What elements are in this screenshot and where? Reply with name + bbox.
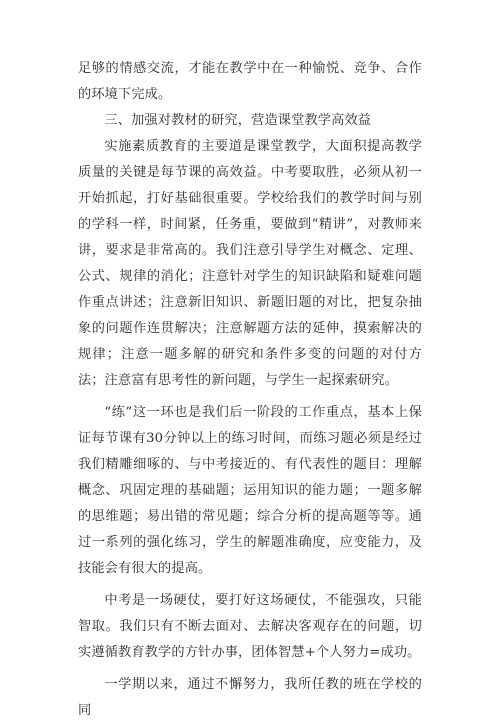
paragraph-teaching-efficiency: 实施素质教育的主要道是课堂教学，大面积提高教学质量的关键是每节课的高效益。中考要取胜，必须从初一开始抓起，打好基础很重要。学校给我们的教学时间与别的学科一样，时间紧，任务重，要做到“精讲”，对教师来讲，要求是非常高的。我们注意引导学生对概念、定理、公式、规律的消化；注意针对学生的知识缺陷和疑难问题作重点讲述；注意新旧知识、新题旧题的对比，把复杂抽象的问题作连贯解决；注意解题方法的延伸，摸索解决的规律；注意一题多解的研究和条件多变的问题的对付方法；注意富有思考性的新问题，与学生一起探索研究。: [78, 139, 422, 388]
paragraph-closing-line: 足够的情感交流，才能在教学中在一种愉悦、竞争、合作的环境下完成。: [78, 61, 422, 102]
paragraph-exam: 中考是一场硬仗，要打好这场硬仗，不能强攻，只能智取。我们只有不断去面对、去解决客观存在的问题，切实遵循教育教学的方针办事，团体智慧+个人努力=成功。: [78, 593, 422, 660]
paragraph-practice: “练”这一环也是我们后一阶段的工作重点，基本上保证每节课有30分钟以上的练习时间，而练习题必须是经过我们精雕细啄的、与中考接近的、有代表性的题目：理解概念、巩固定理的基础题；运用知识的能力题；一题多解的思维题；易出错的常见题；综合分析的提高题等等。通过一系列的强化练习，学生的解题准确度，应变能力，及技能会有很大的提高。: [78, 405, 422, 576]
section-heading: 三、加强对教材的研究，营造课堂教学高效益: [104, 113, 372, 128]
paragraph-semester: 一学期以来，通过不懈努力，我所任教的班在学校的同: [78, 677, 422, 718]
document-page: [78, 56, 422, 724]
